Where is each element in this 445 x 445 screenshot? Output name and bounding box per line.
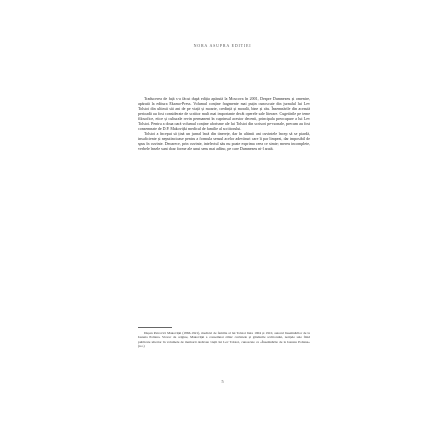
footnote bbox=[138, 331, 310, 348]
footnote-separator bbox=[138, 327, 172, 328]
running-head: NORA ASUPRA EDITIEI bbox=[193, 43, 252, 48]
paragraph: Traducerea de față s-a făcut după ediția apărută la Moscova în 2001, Despre Dumnezeu și omenire, apărută la editura Ekamo-Press. Volumul conține fragmente mai puțin cunoscute din jurnalul lui Lev Tolstoi din ultimii săi ani de pe viață și moarte, credință și morală, bine și rău. Însemnările din această perioadă au fost considerate de scriitor mult mai importante decât operele sale literare. Cugetările pe teme filosofice, etice și culturale revin permanent în cuprinsul acestor decenii, principala preocupare a lui Lev Tolstoi. Pentru a doua oară volumul conține aforisme ale lui Tolstoi din scrisori pe-rsonale, precum au fost consemnate de D.P. Makovițki medicul de familie al scriitorului. bbox=[138, 96, 310, 131]
main-text bbox=[138, 96, 310, 151]
paragraph: Tolstoi a început să țină un jurnal încă din tinerețe, dar în ultimii ani cuvintele încep să se piardă, insuficiente și neputincioase pentru a formula sensul acelor adevăruri care îi par limpezi, dar imposibil de spus în cuvinte. Deoarece, prin cuvinte, intelectul său nu poate exprima ceea ce simte; mereu incomplete, verbele însele sunt doar forme ale unui sens mai adânc, pe care Dumnezeu ni-l arată. bbox=[138, 131, 310, 151]
footnote-text: Dușan Petrovici Makovițki (1866-1921), medicul de familie al lui Tolstoi între 1904 și 1910, autorul însemnărilor de la Iasnaia Poliana. Slovac de origine, Makovițki a consemnat zilnic cuvintele și gândurile scriitorului, notițele sale fiind publicate ulterior în volumele de memorii dedicate vieții lui Lev Tolstoi, cunoscute ca «Însemnările de la Iasnaia Poliana» (n.t.) bbox=[138, 331, 310, 348]
page-number: 5 bbox=[221, 379, 224, 384]
